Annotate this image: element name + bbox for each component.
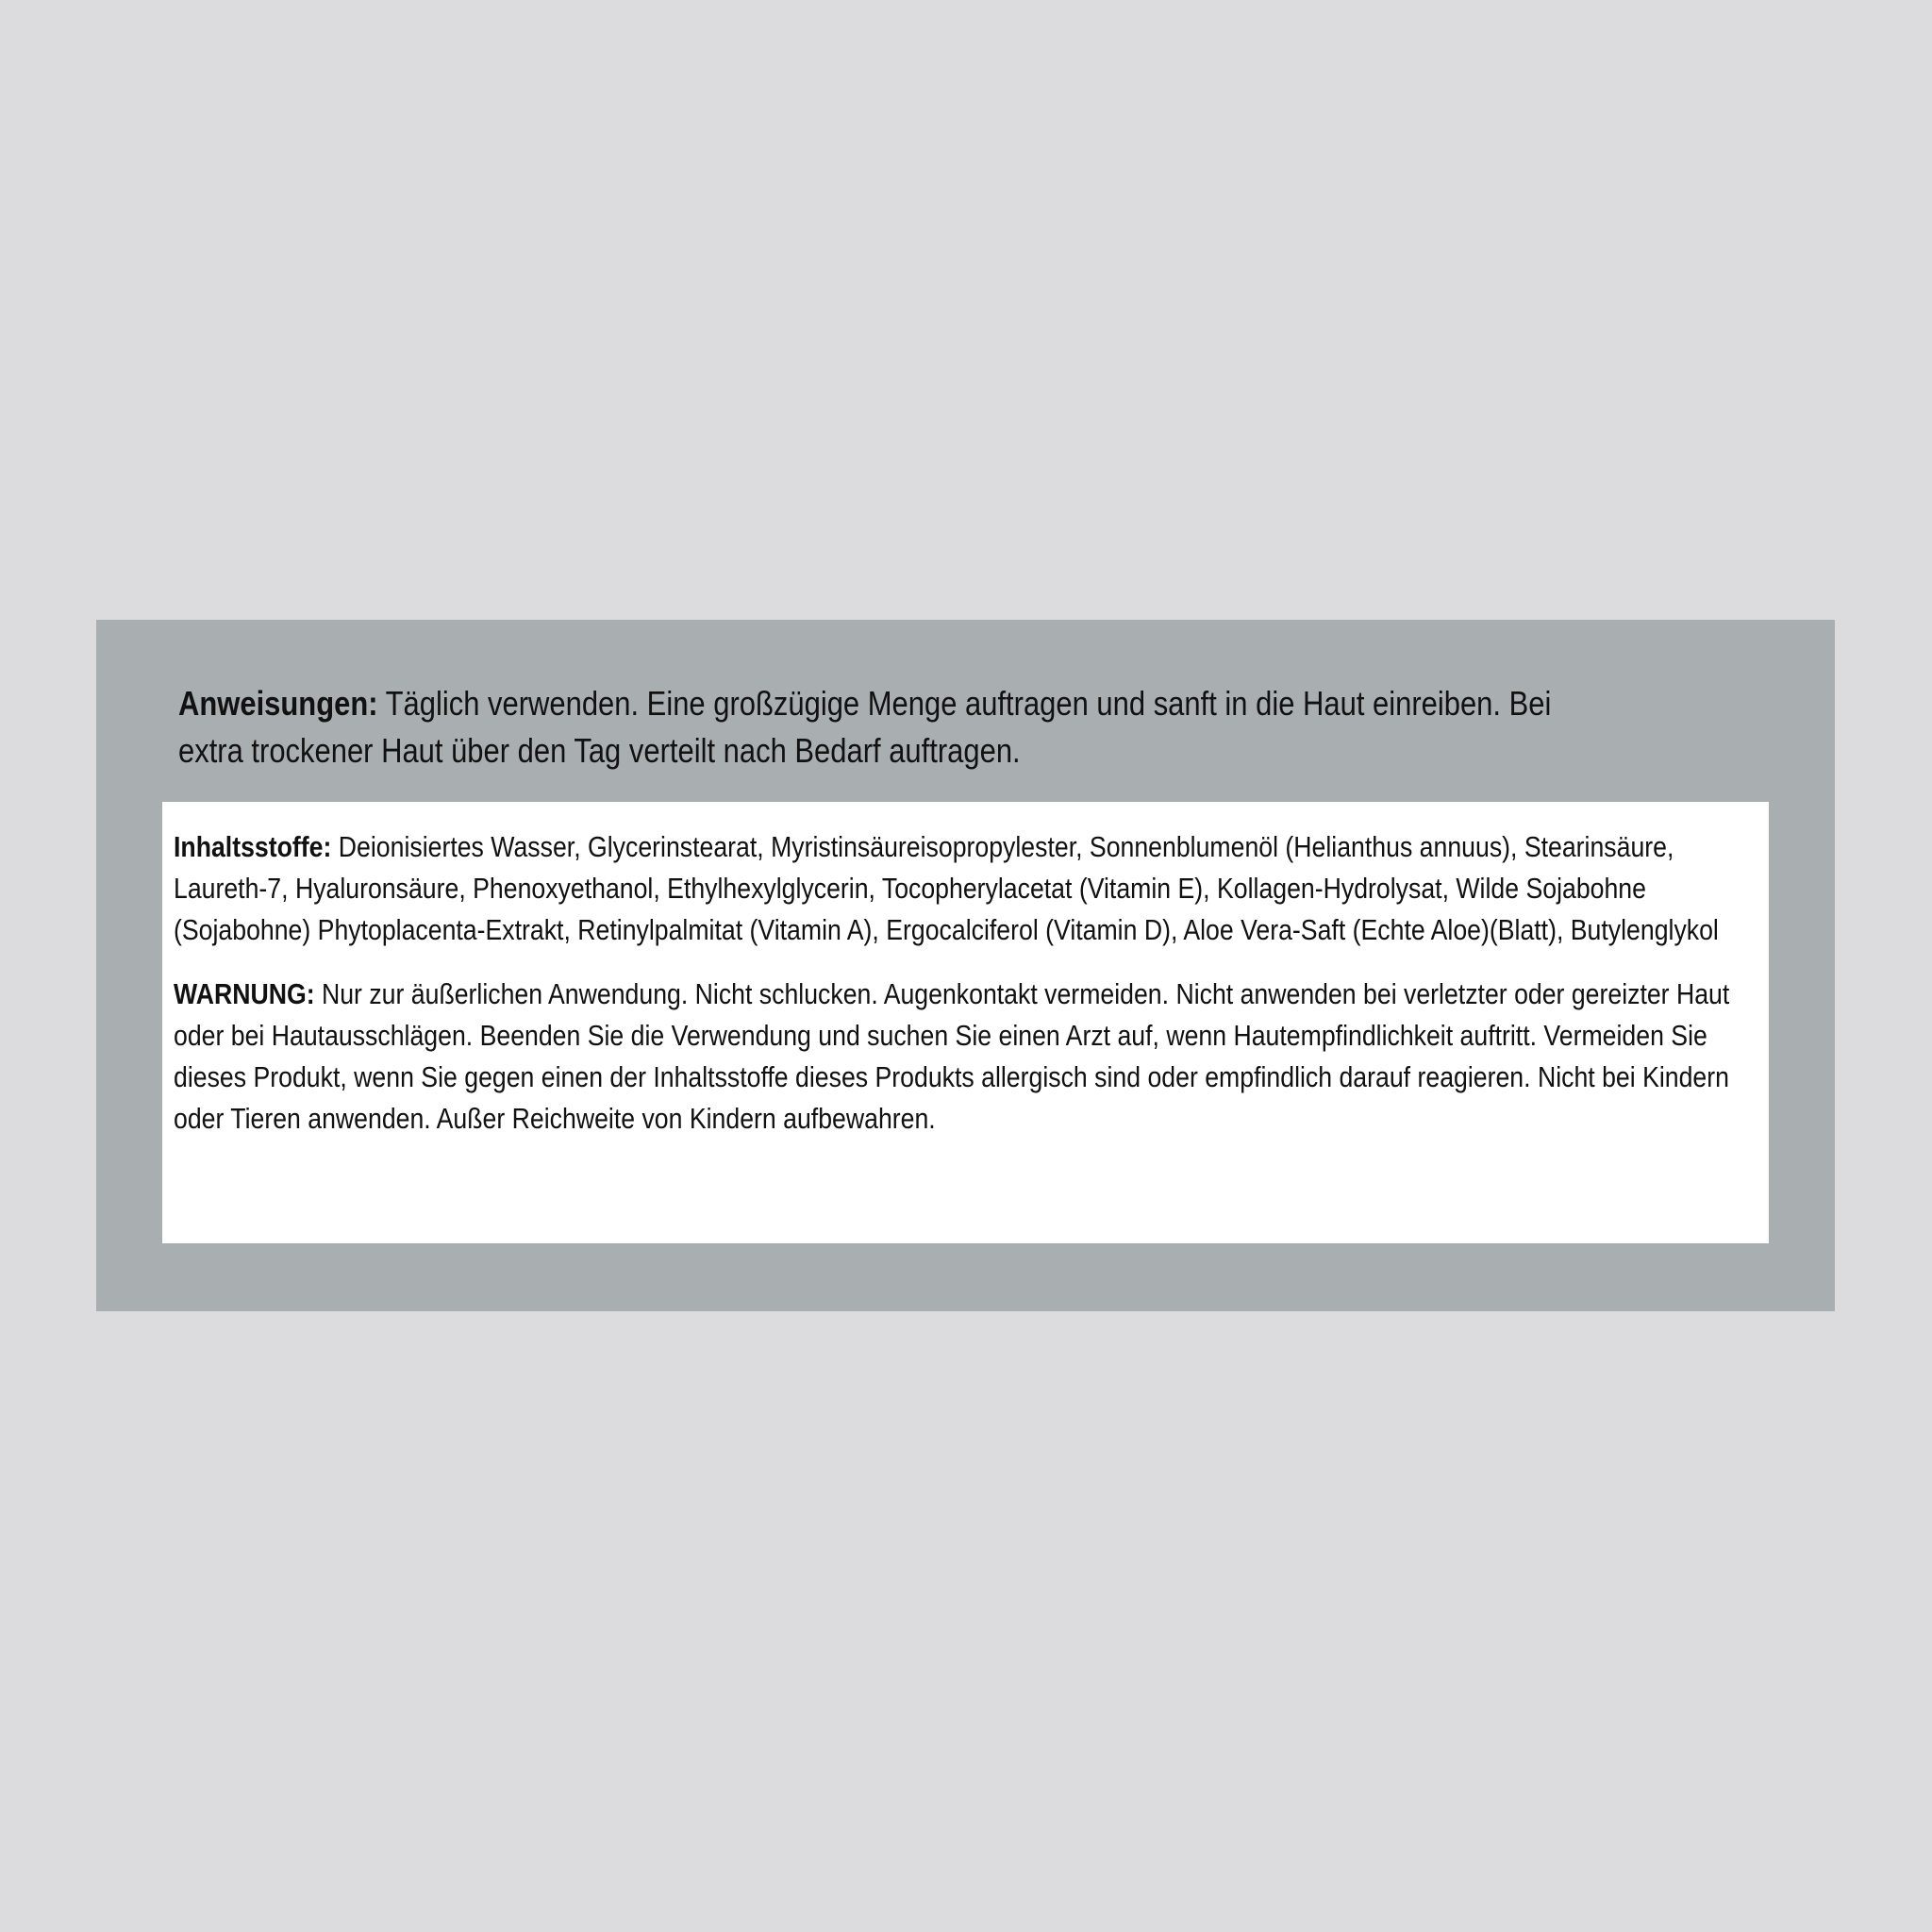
ingredients-paragraph	[174, 826, 1764, 951]
ingredients-warning-box	[162, 802, 1769, 1243]
warning-text: Nur zur äußerlichen Anwendung. Nicht schlucken. Augenkontakt vermeiden. Nicht anwenden bei verletzter oder gereizter Haut oder bei Hautausschlägen. Beenden Sie die Verwendung und suchen Sie einen Arzt auf, wenn Hautempfindlichkeit auftritt. Vermeiden Sie dieses Produkt, wenn Sie gegen einen der Inhaltsstoffe dieses Produkts allergisch sind oder empfindlich darauf reagieren. Nicht bei Kindern oder Tieren anwenden. Außer Reichweite von Kindern aufbewahren.	[174, 977, 1730, 1135]
ingredients-text: Deionisiertes Wasser, Glycerinstearat, Myristinsäureisopropylester, Sonnenblumenöl (Helianthus annuus), Stearinsäure, Laureth-7, Hyaluronsäure, Phenoxyethanol, Ethylhexylglycerin, Tocopherylacetat (Vitamin E), Kollagen-Hydrolysat, Wilde Sojabohne (Sojabohne) Phytoplacenta-Extrakt, Retinylpalmitat (Vitamin A), Ergocalciferol (Vitamin D), Aloe Vera-Saft (Echte Aloe)(Blatt), Butylenglykol	[174, 830, 1719, 946]
ingredients-heading: Inhaltsstoffe:	[174, 830, 332, 863]
directions-heading: Anweisungen:	[178, 684, 378, 723]
directions-text: Täglich verwenden. Eine großzügige Menge auftragen und sanft in die Haut einreiben. Bei extra trockener Haut über den Tag verteilt nach Bedarf auftragen.	[178, 684, 1552, 770]
directions-paragraph	[178, 680, 1557, 774]
info-text-block	[174, 826, 1764, 1140]
label-panel	[96, 620, 1835, 1311]
warning-heading: WARNUNG:	[174, 977, 315, 1010]
warning-paragraph	[174, 974, 1764, 1140]
